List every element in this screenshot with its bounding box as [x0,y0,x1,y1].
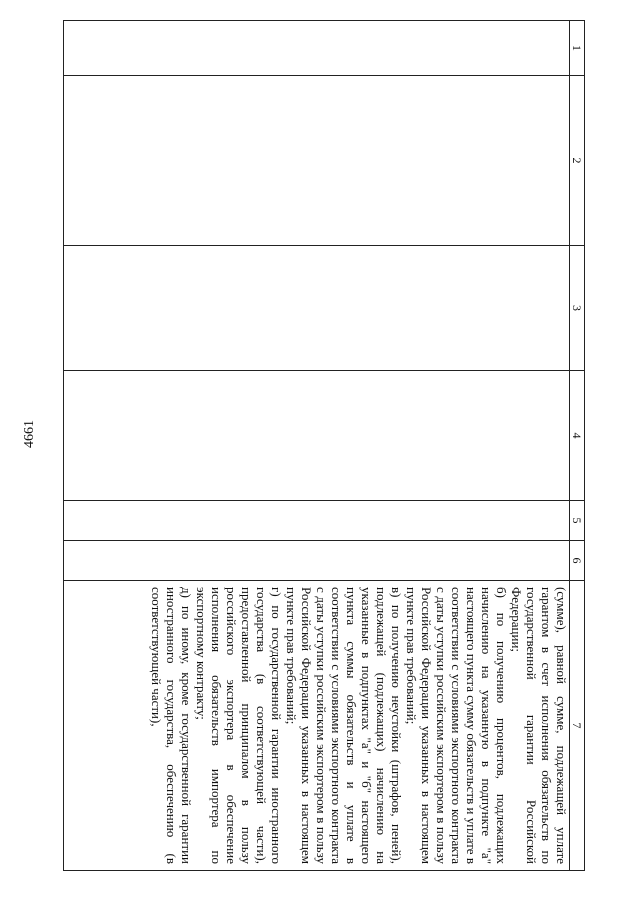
column-header-5: 5 [570,501,585,541]
paragraph-v: в) по получению неустойки (штрафов, пеней), подлежащей (подлежащих) начислению на указанные в подпунктах "а" и "б" настоящего пункта суммы обязательств и уплате в соответствии с условиями экспортного контракта с даты уступки российским экспортером в пользу Российской Федерации указанных в настоящем пункте прав требований; [284,587,404,864]
paragraph-g: г) по государственной гарантии иностранного государства (в соответствующей части), предоставленной принципалом в пользу российского экспортера в обеспечение исполнения обязательств импортера по экспортному контракту; [194,587,284,864]
rotated-table-container [60,20,585,870]
column-header-6: 6 [570,541,585,581]
column-header-2: 2 [570,76,585,246]
column-header-7: 7 [570,581,585,871]
cell-col-4 [64,371,570,501]
paragraph-b: б) по получению процентов, подлежащих начислению на указанную в подпункте "а" настоящего пункта сумму обязательств и уплате в соответствии с условиями экспортного контракта с даты уступки российским экспортером в пользу Российской Федерации указанных в настоящем пункте прав требований; [404,587,509,864]
cell-col-2 [64,76,570,246]
column-header-3: 3 [570,246,585,371]
cell-col-7 [64,581,570,871]
header-row [570,21,585,871]
paragraph-a-continued: (сумме), равной сумме, подлежащей уплате гарантом в счет исполнения обязательств по государственной гарантии Российской Федерации; [509,587,569,864]
paragraph-d: д) по иному, кроме государственной гарантии иностранного государства, обеспечению (в соответствующей части), [149,587,194,864]
cell-col-5 [64,501,570,541]
table-row [64,21,570,871]
cell-col-1 [64,21,570,76]
page-number: 4661 [22,420,37,448]
cell-col-3 [64,246,570,371]
form-table [63,20,585,871]
column-header-4: 4 [570,371,585,501]
column-header-1: 1 [570,21,585,76]
cell-col-6 [64,541,570,581]
